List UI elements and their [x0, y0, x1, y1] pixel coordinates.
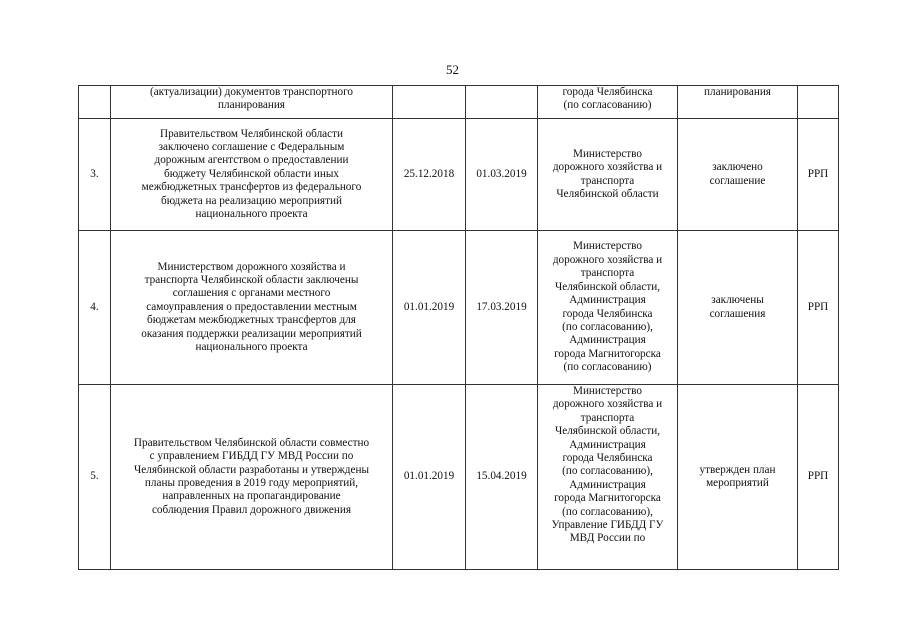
responsible-executor: города Челябинска (по согласованию): [538, 86, 678, 119]
document-type: РРП: [798, 231, 839, 385]
document-type: РРП: [798, 385, 839, 570]
expected-result: заключено соглашение: [678, 119, 798, 231]
document-type: РРП: [798, 119, 839, 231]
end-date: 15.04.2019: [466, 385, 538, 570]
start-date: 01.01.2019: [393, 231, 466, 385]
measures-table: [78, 85, 839, 570]
row-number: 3.: [79, 119, 111, 231]
measure-description: Правительством Челябинской области совместно с управлением ГИБДД ГУ МВД России по Челябинской области разработаны и утверждены планы проведения в 2019 году мероприятий, направленных на пропагандирование соблюдения Правил дорожного движения: [111, 385, 393, 570]
document-type: [798, 86, 839, 119]
row-number: 4.: [79, 231, 111, 385]
end-date: [466, 86, 538, 119]
end-date: 01.03.2019: [466, 119, 538, 231]
table-row: [79, 119, 839, 231]
page-number: 52: [446, 62, 459, 77]
measure-description: (актуализации) документов транспортного планирования: [111, 86, 393, 119]
expected-result: планирования: [678, 86, 798, 119]
start-date: 01.01.2019: [393, 385, 466, 570]
start-date: [393, 86, 466, 119]
responsible-executor: Министерство дорожного хозяйства и транспорта Челябинской области: [538, 119, 678, 231]
table-row: [79, 231, 839, 385]
row-number: 5.: [79, 385, 111, 570]
row-number: [79, 86, 111, 119]
responsible-executor: Министерство дорожного хозяйства и транспорта Челябинской области, Администрация города Челябинска (по согласованию), Администрация города Магнитогорска (по согласованию): [538, 231, 678, 385]
table-row: [79, 86, 839, 119]
table-row: [79, 385, 839, 570]
measure-description: Правительством Челябинской области заключено соглашение с Федеральным дорожным агентством о предоставлении бюджету Челябинской области иных межбюджетных трансфертов из федерального бюджета на реализацию мероприятий национального проекта: [111, 119, 393, 231]
expected-result: утвержден план мероприятий: [678, 385, 798, 570]
end-date: 17.03.2019: [466, 231, 538, 385]
responsible-executor: Министерство дорожного хозяйства и транспорта Челябинской области, Администрация города Челябинска (по согласованию), Администрация города Магнитогорска (по согласованию), Управление ГИБДД ГУ МВД России по: [538, 385, 678, 570]
measure-description: Министерством дорожного хозяйства и транспорта Челябинской области заключены соглашения с органами местного самоуправления о предоставлении местным бюджетам межбюджетных трансфертов для оказания поддержки реализации мероприятий национального проекта: [111, 231, 393, 385]
start-date: 25.12.2018: [393, 119, 466, 231]
expected-result: заключены соглашения: [678, 231, 798, 385]
